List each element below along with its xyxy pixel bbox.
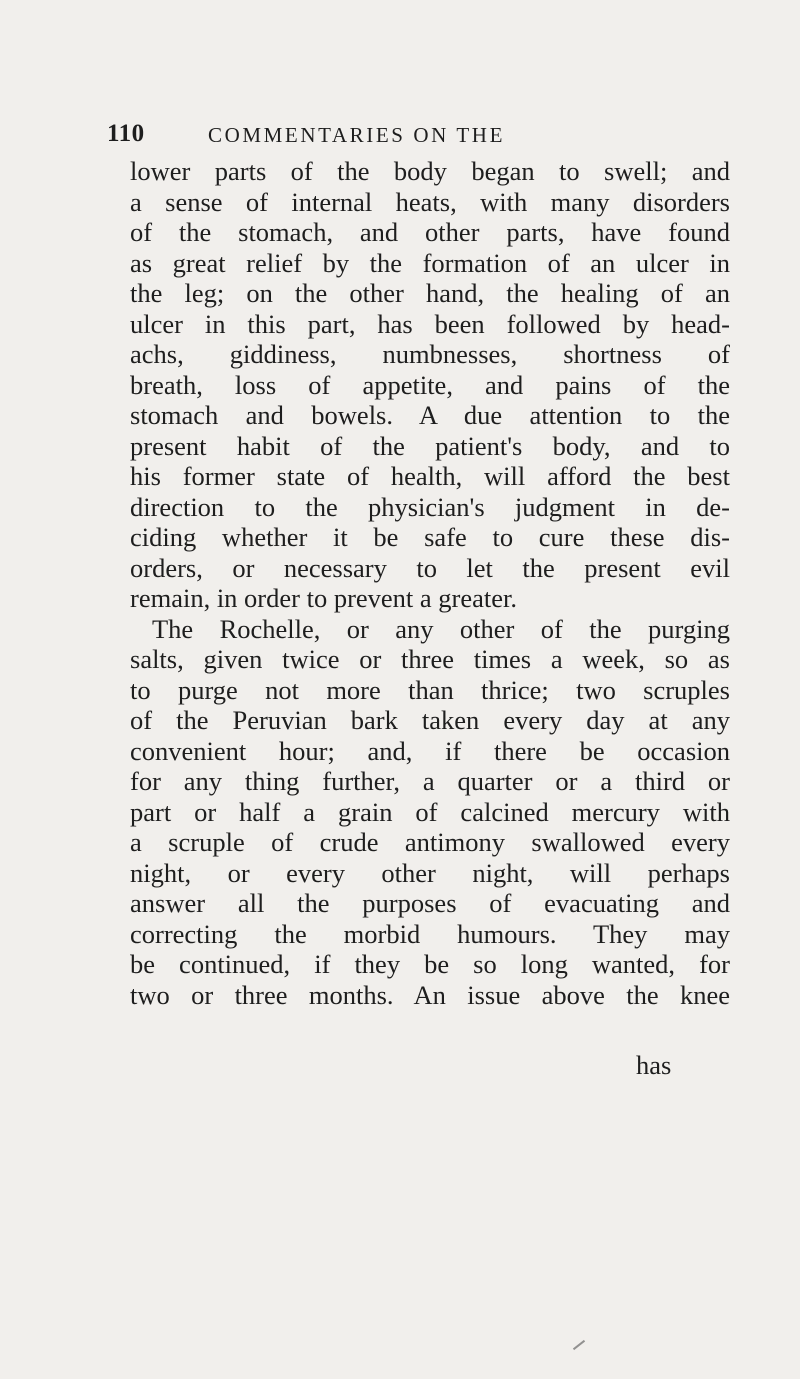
text-line: achs, giddiness, numbnesses, shortness of xyxy=(130,339,730,369)
text-line: night, or every other night, will perhaps xyxy=(130,857,730,888)
text-line: two or three months. An issue above the knee xyxy=(130,979,730,1010)
body-text xyxy=(130,156,730,1010)
text-line: ciding whether it be safe to cure these dis- xyxy=(130,522,730,552)
catchword: has xyxy=(636,1050,672,1080)
page-header xyxy=(105,120,705,154)
text-line: to purge not more than thrice; two scruples xyxy=(130,674,730,705)
text-line: a sense of internal heats, with many disorders xyxy=(130,186,730,217)
text-line: salts, given twice or three times a week, so as xyxy=(130,644,730,674)
text-line: part or half a grain of calcined mercury with xyxy=(130,796,730,827)
text-line: ulcer in this part, has been followed by head- xyxy=(130,308,730,339)
stray-mark xyxy=(573,1340,585,1350)
running-title: COMMENTARIES ON THE xyxy=(208,123,506,147)
text-line: of the Peruvian bark taken every day at any xyxy=(130,705,730,735)
text-line: a scruple of crude antimony swallowed every xyxy=(130,827,730,857)
text-line: remain, in order to prevent a greater. xyxy=(130,583,518,613)
text-line: for any thing further, a quarter or a third or xyxy=(130,766,730,796)
text-line: stomach and bowels. A due attention to the xyxy=(130,400,730,430)
text-line: correcting the morbid humours. They may xyxy=(130,918,730,949)
text-line: his former state of health, will afford the best xyxy=(130,461,730,491)
text-line: convenient hour; and, if there be occasion xyxy=(130,735,730,766)
text-line: orders, or necessary to let the present evil xyxy=(130,552,730,583)
text-line: be continued, if they be so long wanted, for xyxy=(130,949,730,979)
text-line: present habit of the patient's body, and to xyxy=(130,430,730,461)
text-line: the leg; on the other hand, the healing of an xyxy=(130,278,730,308)
text-line: direction to the physician's judgment in de- xyxy=(130,491,730,522)
page-number: 110 xyxy=(107,120,145,147)
text-line: lower parts of the body began to swell; and xyxy=(130,156,730,186)
text-line: of the stomach, and other parts, have found xyxy=(130,217,730,247)
text-line: breath, loss of appetite, and pains of the xyxy=(130,369,730,400)
text-line: The Rochelle, or any other of the purging xyxy=(152,613,730,644)
text-line: answer all the purposes of evacuating and xyxy=(130,888,730,918)
text-line: as great relief by the formation of an ulcer in xyxy=(130,247,730,278)
